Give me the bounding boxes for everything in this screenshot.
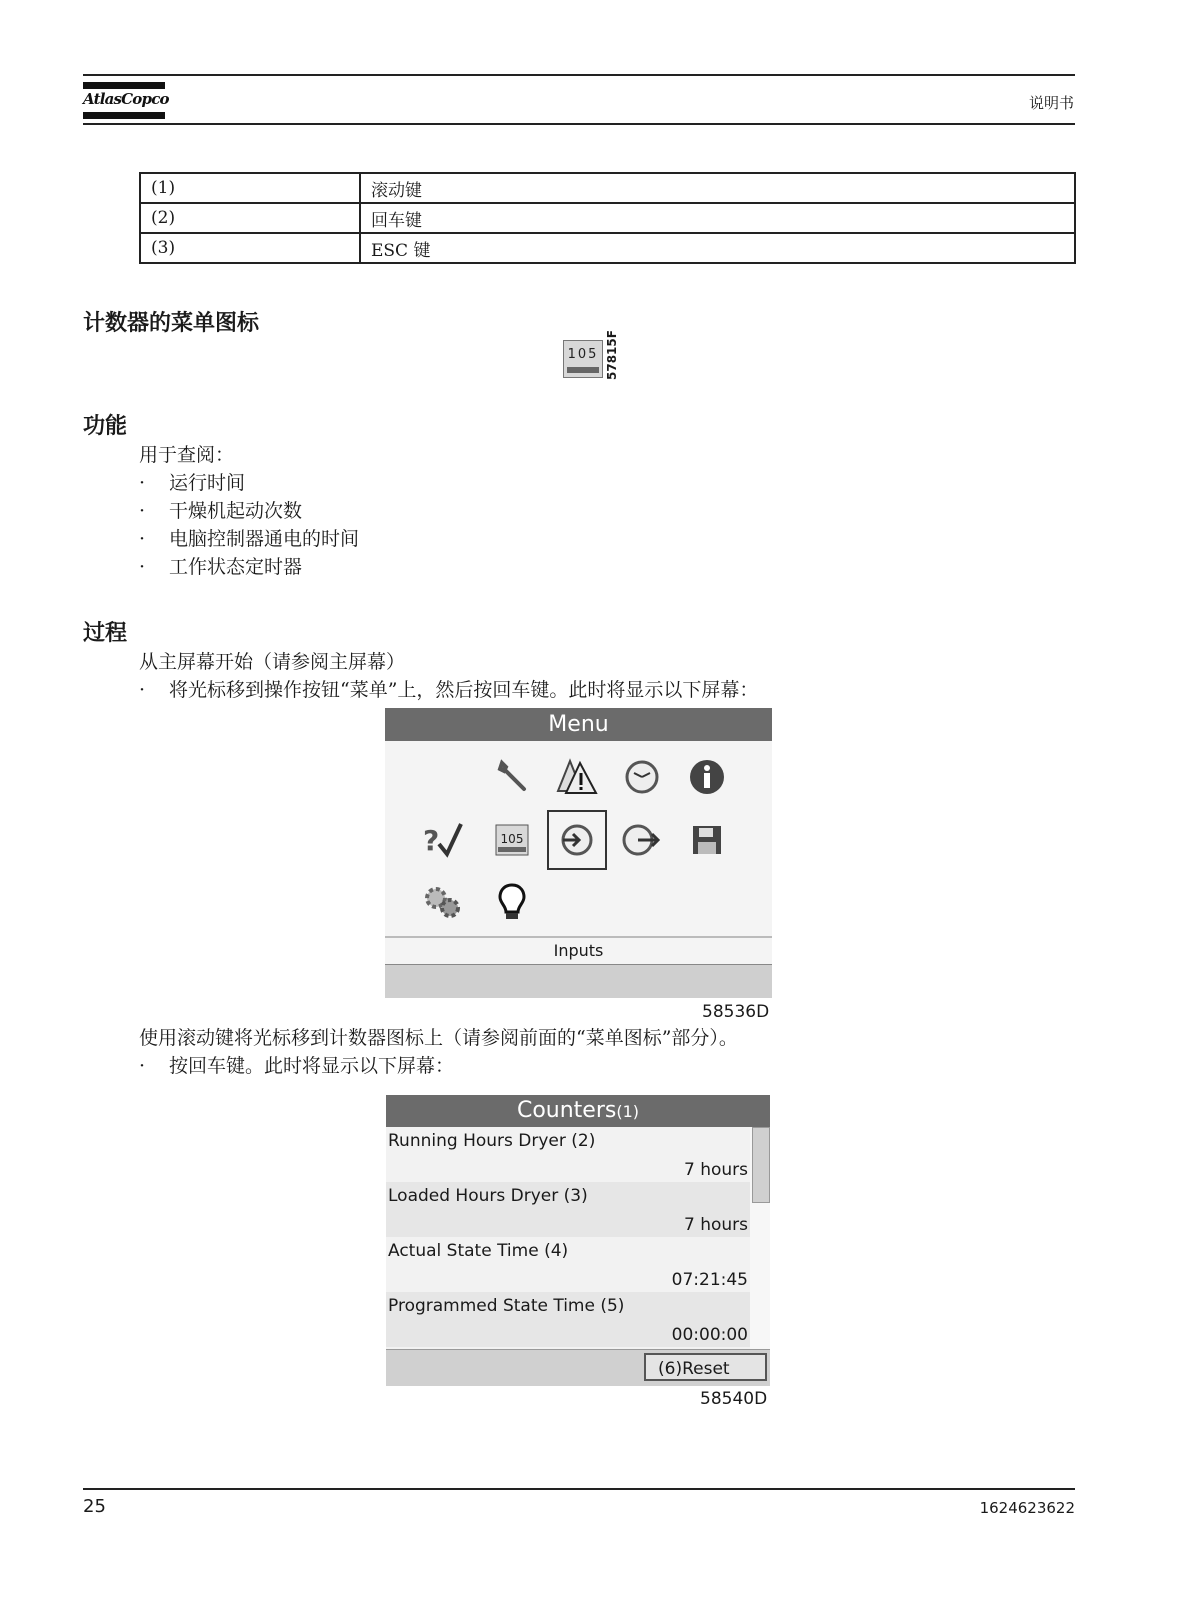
key-name: 回车键 — [360, 203, 1075, 233]
doc-type: 说明书 — [1028, 94, 1074, 112]
key-name: ESC 键 — [360, 233, 1075, 263]
counters-screen — [386, 1095, 770, 1385]
key-name: 滚动键 — [360, 173, 1075, 203]
table-row — [140, 173, 1075, 203]
procedure-step2: 使用滚动键将光标移到计数器图标上（请参阅前面的“菜单图标”部分）。 — [139, 1027, 738, 1049]
clock-icon[interactable] — [620, 755, 664, 799]
footer-rule — [83, 1488, 1075, 1490]
menu-figure-code: 58536D — [702, 1002, 770, 1022]
svg-text:105: 105 — [500, 832, 524, 846]
counter-row[interactable] — [386, 1127, 750, 1182]
menu-title: Menu — [385, 708, 772, 741]
inputs-icon[interactable] — [547, 810, 607, 870]
doc-number: 1624623622 — [979, 1499, 1075, 1517]
counter-icon — [563, 340, 603, 378]
key-num: (2) — [140, 203, 360, 233]
wrench-icon[interactable] — [490, 755, 534, 799]
counter-label: Running Hours Dryer (2) — [388, 1131, 596, 1151]
page-number: 25 — [83, 1496, 106, 1517]
counter-label: Loaded Hours Dryer (3) — [388, 1186, 588, 1206]
counter-label: Actual State Time (4) — [388, 1241, 569, 1261]
section-heading-procedure: 过程 — [83, 621, 128, 646]
key-num: (3) — [140, 233, 360, 263]
table-row — [140, 203, 1075, 233]
counter-row[interactable] — [386, 1182, 750, 1237]
counter-icon[interactable] — [490, 818, 534, 862]
section-heading-icon: 计数器的菜单图标 — [83, 311, 260, 336]
key-table — [139, 172, 1076, 264]
icon-figure-code: 57815F — [605, 330, 619, 380]
counter-row[interactable] — [386, 1292, 750, 1347]
counter-label: Programmed State Time (5) — [388, 1296, 625, 1316]
counters-title: Counters(1) — [386, 1095, 770, 1127]
section-heading-function: 功能 — [83, 414, 128, 439]
logo-top-bar — [83, 82, 165, 89]
counters-footer-bar — [386, 1349, 770, 1386]
lightbulb-icon[interactable] — [490, 880, 534, 924]
list-item: · 运行时间 — [139, 472, 246, 494]
warning-icon[interactable] — [555, 755, 599, 799]
svg-text:?: ? — [423, 824, 440, 857]
counter-value: 00:00:00 — [671, 1325, 748, 1345]
procedure-intro: 从主屏幕开始（请参阅主屏幕） — [139, 651, 406, 673]
header-top-rule — [83, 74, 1075, 76]
key-num: (1) — [140, 173, 360, 203]
counter-value: 07:21:45 — [671, 1270, 748, 1290]
procedure-step: · 按回车键。此时将显示以下屏幕： — [139, 1055, 455, 1077]
save-icon[interactable] — [685, 818, 729, 862]
list-item: · 干燥机起动次数 — [139, 500, 303, 522]
table-row — [140, 233, 1075, 263]
menu-status-label: Inputs — [385, 936, 772, 966]
counter-icon-digits: 105 — [567, 347, 599, 362]
menu-footer-bar — [385, 965, 772, 998]
logo-text: AtlasCopco — [83, 90, 169, 108]
counters-scrollbar[interactable] — [750, 1127, 770, 1349]
scrollbar-thumb[interactable] — [752, 1127, 770, 1203]
counter-row[interactable] — [386, 1237, 750, 1292]
header-bottom-rule — [83, 123, 1075, 125]
counters-figure-code: 58540D — [700, 1389, 768, 1409]
menu-screen — [385, 708, 772, 998]
logo-bottom-bar — [83, 112, 165, 119]
counter-value: 7 hours — [683, 1160, 748, 1180]
atlas-copco-logo — [83, 80, 169, 122]
info-icon[interactable] — [685, 755, 729, 799]
service-check-icon[interactable] — [421, 818, 465, 862]
procedure-step: · 将光标移到操作按钮“菜单”上，然后按回车键。此时将显示以下屏幕： — [139, 679, 759, 701]
settings-gears-icon[interactable] — [421, 880, 465, 924]
list-item: · 工作状态定时器 — [139, 556, 303, 578]
outputs-icon[interactable] — [620, 818, 664, 862]
list-item: · 电脑控制器通电的时间 — [139, 528, 360, 550]
counter-value: 7 hours — [683, 1215, 748, 1235]
reset-button[interactable]: (6)Reset — [644, 1353, 767, 1381]
function-intro: 用于查阅： — [139, 444, 235, 466]
counter-icon-base — [567, 367, 599, 373]
